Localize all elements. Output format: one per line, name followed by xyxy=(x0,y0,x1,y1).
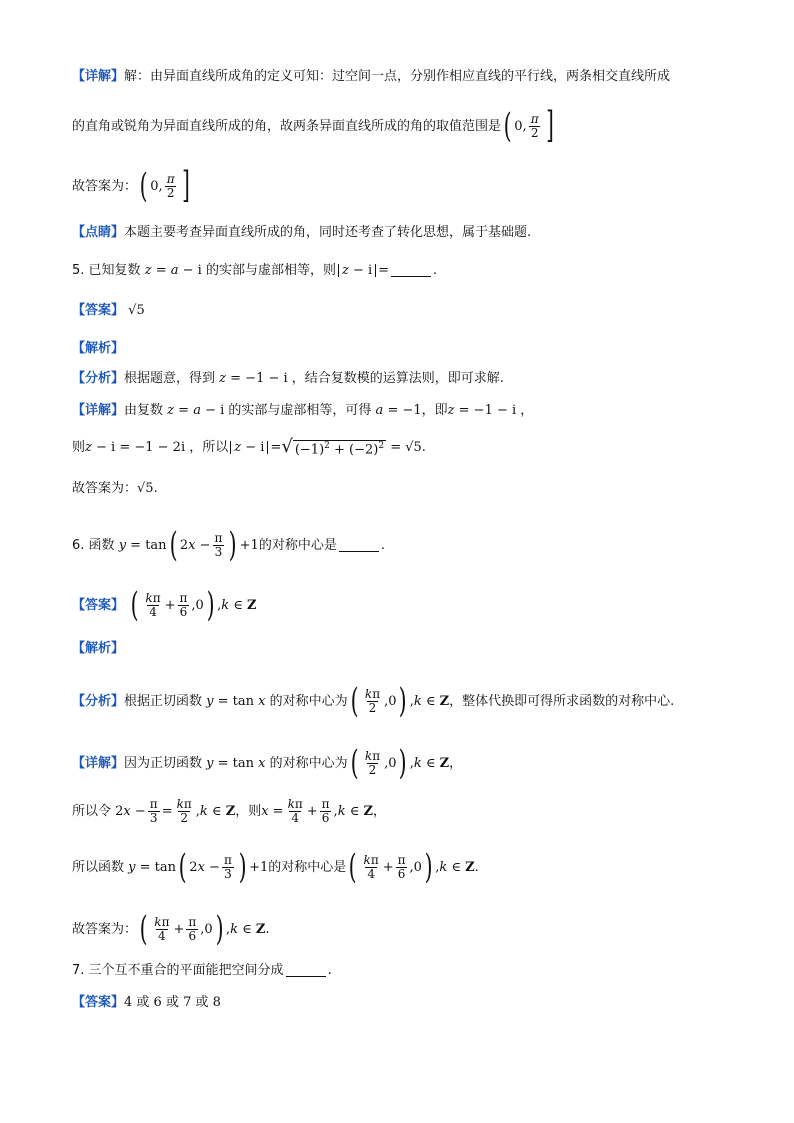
q6-number: 6. xyxy=(72,537,85,553)
q6-analyze: 【分析】 根据正切函数 y = tan x 的对称中心为 ( $\frac{k\pi}{2}$ ,0 ) , k ∈ Z ，整体代换即可得所求函数的对称中心. xyxy=(72,681,675,721)
q6-final: 故答案为： ( $\frac{k\pi}{4}$ + $\frac{\pi}{6}$ ,0 ) , k ∈ Z . xyxy=(72,909,270,949)
detail-tag: 【详解】 xyxy=(72,69,125,84)
q5-analysis-tag: 【解析】 xyxy=(72,341,125,356)
q5-answer-blank xyxy=(391,264,431,277)
sqrt-expression: √ $(-1)^2 + (-2)^2$ xyxy=(281,436,385,458)
q6-analysis-tag: 【解析】 xyxy=(72,641,125,656)
q4-detail-line2: 的直角或锐角为异面直线所成的角，故两条异面直线所成的角的取值范围是 ( 0, $\frac{\pi}{2}$ ] xyxy=(72,105,554,146)
q6-answer: 【答案】 ( $\frac{k\pi}{4}$ + $\frac{\pi}{6}$ ,0 ) , k ∈ Z xyxy=(72,585,257,625)
q5-calc: 则 z − i = −1 − 2i ，所以 z − i = √ $(-1)^2 + (-2)^2$ = √5 . xyxy=(72,436,426,458)
q7-answer-blank xyxy=(286,964,326,977)
q4-final-answer: 故答案为： ( 0, $\frac{\pi}{2}$ ] xyxy=(72,165,190,206)
q6-detail: 【详解】 因为正切函数 y = tan x 的对称中心为 ( $\frac{k\pi}{2}$ ,0 ) , k ∈ Z ， xyxy=(72,743,463,783)
q5-detail: 【详解】 由复数 z = a − i 的实部与虚部相等，可得 a = −1 ，即 z = −1 − i ， xyxy=(72,403,534,418)
q6-summary: 所以函数 y = tan ( 2 x − $\frac{\pi}{3}$ ) +1 的对称中心是 ( $\frac{k\pi}{4}$ + $\frac{\pi}{6}$ ,0 ) , k ∈ Z . xyxy=(72,847,479,887)
q5-stem: 5. 已知复数 z = a − i 的实部与虚部相等，则 z − i = . xyxy=(72,263,438,278)
q6-answer-blank xyxy=(339,539,379,552)
q5-final: 故答案为： √5 . xyxy=(72,481,158,496)
q6-let: 所以令 2 x − $\frac{\pi}{3}$ = $\frac{k\pi}{2}$ , k ∈ Z ，则 x = $\frac{k\pi}{4}$ + $\frac{\pi}{6}$ , k ∈ Z ， xyxy=(72,797,386,825)
q4-comment: 【点睛】 本题主要考查异面直线所成的角，同时还考查了转化思想，属于基础题. xyxy=(72,225,532,240)
q7-stem: 7. 三个互不重合的平面能把空间分成 . xyxy=(72,963,332,978)
q7-answer: 【答案】 4 或 6 或 7 或 8 xyxy=(72,995,221,1010)
q7-number: 7. xyxy=(72,963,85,978)
q6-stem: 6. 函数 y = tan ( 2 x − $\frac{\pi}{3}$ ) +1 的对称中心是 . xyxy=(72,525,385,565)
q5-number: 5. xyxy=(72,263,85,278)
q5-answer: 【答案】 √5 xyxy=(72,303,145,318)
q4-detail-line1 xyxy=(72,70,670,83)
q5-analyze: 【分析】 根据题意，得到 z = −1 − i ，结合复数模的运算法则，即可求解. xyxy=(72,371,504,386)
q4-detail-text: 解：由异面直线所成角的定义可知：过空间一点，分别作相应直线的平行线，两条相交直线所成 xyxy=(124,69,671,84)
pi-over-2-fraction: $\frac{\pi}{2}$ xyxy=(530,111,539,140)
